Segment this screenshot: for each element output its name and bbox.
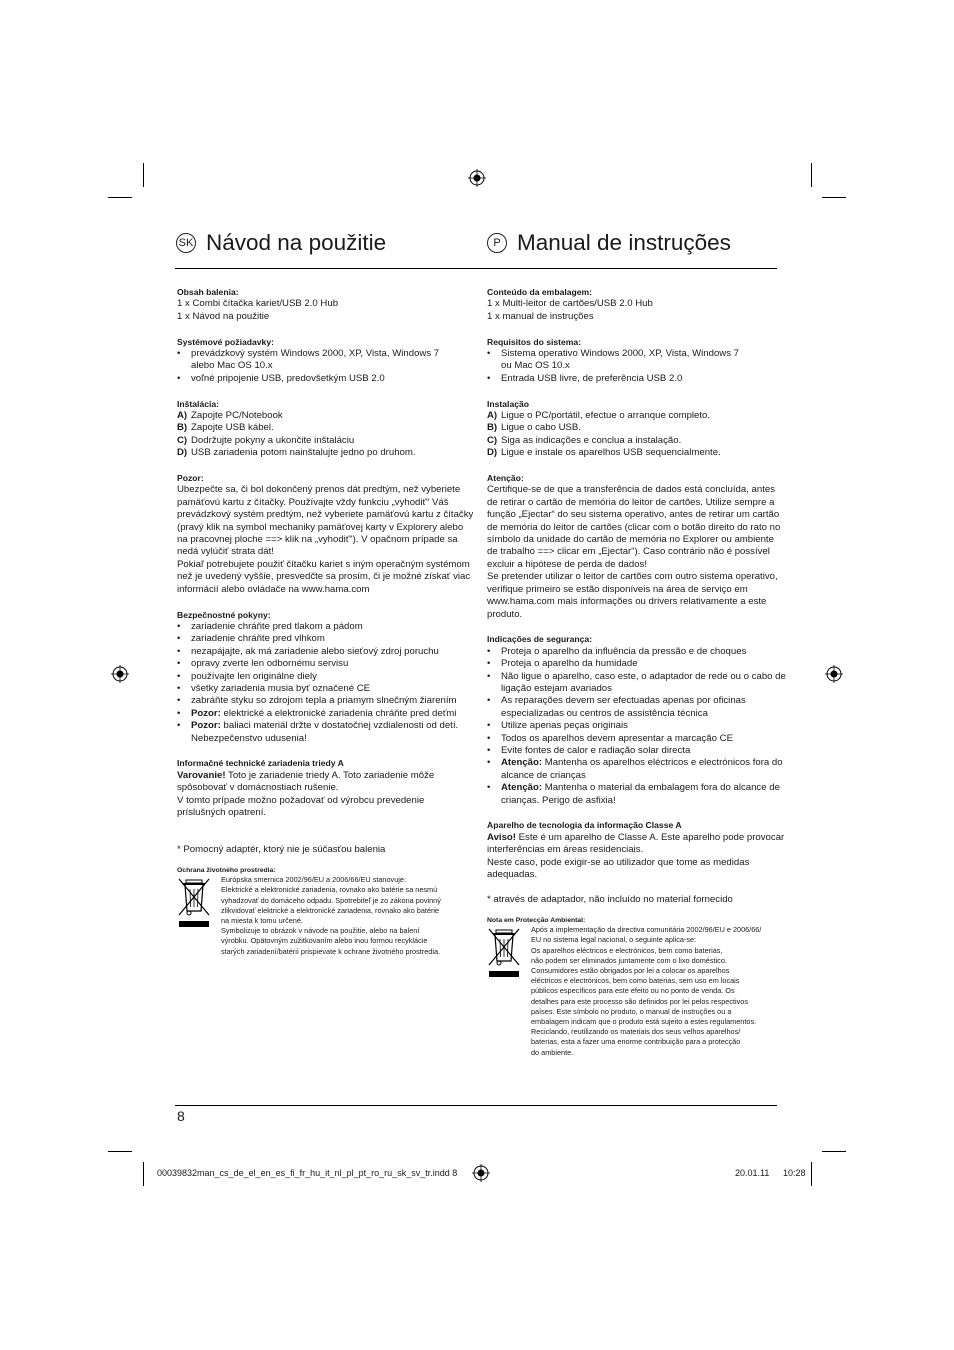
crop-mark — [822, 1151, 846, 1152]
paragraph-line: produto. — [487, 608, 523, 620]
bullet: • — [487, 372, 491, 384]
registration-mark-icon — [468, 169, 486, 187]
env-text-line: EU no sistema legal nacional, o seguinte aplica-se: — [531, 935, 697, 945]
step-letter: C) — [177, 434, 188, 446]
bullet: • — [487, 645, 491, 657]
list-item-text: Mantenha o material da embalagem fora do alcance de — [542, 782, 780, 794]
crop-mark — [108, 197, 132, 198]
list-item-text: Nebezpečenstvo udusenia! — [191, 732, 307, 744]
bullet: • — [177, 695, 181, 707]
step-text: Ligue o PC/portátil, efectue o arranque completo. — [501, 410, 711, 422]
section-heading: Conteúdo da embalagem: — [487, 287, 593, 297]
page-number: 8 — [177, 1108, 185, 1124]
list-item-text: crianças. Perigo de asfixia! — [501, 794, 616, 806]
paragraph-line: símbolo da unidade do cartão de memória no Explorer ou ambiente — [487, 534, 774, 546]
bullet: • — [487, 782, 491, 794]
env-text-line: embalagem indicam que o produto está sujeito a estes regulamentos. — [531, 1017, 757, 1027]
list-item-text: nezapájajte, ak má zariadenie alebo sieťový zdroj poruchu — [191, 645, 439, 657]
env-text-line: eléctricos e electrónicos, bem como baterias, sem uso em locais — [531, 976, 740, 986]
list-item — [487, 695, 779, 720]
link-text: informácií alebo ovládače na www.hama.com — [177, 583, 370, 595]
list-item-text: opravy zverte len odbornému servisu — [191, 658, 349, 670]
crop-mark — [143, 163, 144, 187]
section-heading: Requisitos do sistema: — [487, 336, 582, 347]
paragraph-line: excluir a hipótese de perda de dados! — [487, 558, 648, 570]
list-item-text: alebo Mac OS 10.x — [191, 360, 273, 372]
bullet: • — [487, 757, 491, 769]
bullet: • — [177, 707, 181, 719]
section-heading: Indicações de segurança: — [487, 634, 593, 645]
package-item: 1 x manual de instruções — [487, 310, 594, 322]
paragraph-line: interferências em áreas residenciais. — [487, 844, 644, 856]
section-heading: Bezpečnostné pokyny: — [177, 609, 271, 620]
list-item-text: Proteja o aparelho da humidade — [501, 658, 638, 670]
env-section — [487, 925, 779, 1058]
install-step — [487, 435, 779, 447]
bullet: • — [177, 682, 181, 694]
language-badge-pt: P — [487, 233, 507, 253]
list-item — [487, 373, 779, 385]
paragraph-line: de trabalho ==> clicar em „Ejectar“). Caso contrário não é possível — [487, 546, 770, 558]
step-text: Ligue o cabo USB. — [501, 422, 582, 434]
language-badge-sk: SK — [176, 233, 196, 253]
crop-mark — [811, 163, 812, 187]
list-item-text: Proteja o aparelho da influência da pressão e de choques — [501, 645, 747, 657]
list-item-text: especializadas ou centros de assistência técnica — [501, 707, 708, 719]
env-text-line: detalhes para este processo são definidos por lei pelos respectivos — [531, 996, 749, 1006]
list-item-text: Mantenha os aparelhos eléctricos e electrónicos fora do — [542, 757, 783, 769]
env-text-line: na miesta k tomu určené. — [221, 916, 303, 925]
crop-mark — [811, 1162, 812, 1186]
paragraph-line: V tomto prípade možno požadovať od výrobcu prevedenie — [177, 794, 425, 806]
paragraph-line: príslušných opatrení. — [177, 806, 267, 818]
list-item — [177, 646, 469, 658]
list-item — [177, 683, 469, 695]
list-item-text: voľné pripojenie USB, predovšetkým USB 2.0 — [191, 372, 385, 384]
install-step — [177, 435, 469, 447]
list-item-text: používajte len originálne diely — [191, 670, 317, 682]
list-item-text: Sistema operativo Windows 2000, XP, Vista, Windows 7 — [501, 348, 740, 360]
safety-section — [487, 633, 786, 807]
paragraph-line: verifique primeiro se estão disponíveis na área de serviço em — [487, 583, 748, 595]
step-text: Zapojte USB kábel. — [191, 422, 274, 434]
warning-label: Varovanie! — [177, 769, 226, 781]
paragraph-line: Toto je zariadenie triedy A. Toto zariadenie môže — [225, 769, 435, 781]
bullet: • — [487, 658, 491, 670]
paragraph-line: de memória do leitor de cartões (clicar com o botão direito do rato no — [487, 521, 781, 533]
list-item-text: As reparações devem ser efectuadas apenas por oficinas — [501, 695, 746, 707]
title-pt — [487, 229, 731, 257]
step-letter: A) — [487, 410, 498, 422]
bullet: • — [177, 633, 181, 645]
list-item-text: prevádzkový systém Windows 2000, XP, Vista, Windows 7 — [191, 348, 440, 360]
list-item-text: Entrada USB livre, de preferência USB 2.0 — [501, 372, 683, 384]
env-text-line: Elektrické a elektronické zariadenia, rovnako ako batérie sa nesmú — [221, 885, 438, 895]
page-title-pt: Manual de instruções — [517, 230, 731, 255]
step-text: Zapojte PC/Notebook — [191, 410, 283, 422]
list-item — [177, 671, 469, 683]
slug-filename: 00039832man_cs_de_el_en_es_fi_fr_hu_it_nl_pl_pt_ro_ru_sk_sv_tr.indd 8 — [157, 1168, 458, 1178]
install-step — [487, 422, 779, 434]
list-item — [487, 745, 779, 757]
caution-section — [487, 472, 779, 621]
paragraph-line: nedá vylúčiť strata dát! — [177, 546, 274, 558]
list-item-text: ligação estejam avariados — [501, 682, 612, 694]
bullet: • — [487, 695, 491, 707]
bullet: • — [487, 670, 491, 682]
list-item — [177, 373, 469, 385]
bullet: • — [177, 620, 181, 632]
crop-mark — [143, 1162, 144, 1186]
link-text: www.hama.com mais informações ou drivers relativamente a este — [487, 596, 767, 608]
package-item: 1 x Návod na použitie — [177, 310, 270, 322]
list-item-text: ou Mac OS 10.x — [501, 360, 570, 372]
bullet: • — [487, 732, 491, 744]
list-item-text: baliaci materiál držte v dostatočnej vzdialenosti od detí. — [220, 720, 459, 732]
column-sk — [177, 286, 474, 957]
page-title-sk: Návod na použitie — [206, 230, 387, 255]
paragraph-line: de retirar o cartão de memória do leitor de cartões. Utilize sempre a — [487, 496, 775, 508]
list-item — [177, 348, 469, 373]
weee-bin-icon — [487, 925, 531, 1058]
env-text-line: Symbolizuje to obrázok v návode na použitie, alebo na balení — [221, 926, 420, 936]
registration-mark-icon — [111, 665, 129, 683]
list-item — [487, 720, 779, 732]
paragraph-line: než je uvedený vyššie, presvedčte sa prosím, či je možné získať viac — [177, 571, 471, 583]
classa-section — [177, 757, 469, 819]
env-text-line: Reciclando, reutilizando os materiais dos seus velhos aparelhos/ — [531, 1027, 741, 1037]
step-letter: C) — [487, 434, 498, 446]
package-section — [177, 286, 469, 323]
registration-mark-icon — [472, 1164, 490, 1182]
env-text-line: não podem ser eliminados juntamente com o lixo doméstico. — [531, 955, 727, 965]
bullet: • — [177, 372, 181, 384]
env-text-line: Európska smernica 2002/96/EU a 2006/66/EU stanovuje: — [221, 875, 406, 885]
paragraph-line: Este é um aparelho de Classe A. Este aparelho pode provocar — [515, 831, 785, 843]
bullet: • — [177, 645, 181, 657]
env-text-line: výrobku. Opätovným zužitkovaním alebo inou formou recyklácie — [221, 936, 428, 946]
list-item — [487, 757, 783, 782]
list-item — [177, 720, 469, 745]
paragraph-line: na pracovnej ploche ==> klik na „vyhodiť“). V opačnom prípade sa — [177, 534, 458, 546]
paragraph-line: Ubezpečte sa, či bol dokončený prenos dát predtým, než vyberiete — [177, 484, 461, 496]
footnote: * Pomocný adaptér, ktorý nie je súčasťou balenia — [177, 843, 386, 855]
warning-label: Atenção: — [501, 782, 543, 794]
paragraph-line: Se pretender utilizar o leitor de cartões com outro sistema operativo, — [487, 571, 778, 583]
list-item-text: Não ligue o aparelho, caso este, o adaptador de rede ou o cabo de — [501, 670, 786, 682]
column-pt — [487, 286, 786, 1058]
env-text-line: países. Este símbolo no produto, o manual de instruções ou a — [531, 1006, 732, 1016]
env-heading: Ochrana životného prostredia: — [177, 867, 276, 875]
paragraph-line: Neste caso, pode exigir-se ao utilizador que tome as medidas — [487, 856, 750, 868]
install-step — [177, 422, 469, 434]
env-heading: Nota em Protecção Ambiental: — [487, 917, 586, 925]
bullet: • — [177, 720, 181, 732]
warning-label: Aviso! — [487, 831, 516, 843]
list-item-text: Utilize apenas peças originais — [501, 720, 628, 732]
install-step — [487, 447, 779, 459]
step-text: Siga as indicações e conclua a instalação. — [501, 434, 682, 446]
env-section — [177, 875, 469, 957]
weee-bin-icon — [177, 875, 221, 957]
env-text-line: vyhadzovať do domáceho odpadu. Spotrebiteľ je zo zákona povinný — [221, 895, 441, 905]
paragraph-line: Certifique-se de que a transferência de dados está concluída, antes — [487, 484, 775, 496]
list-item — [177, 658, 469, 670]
section-heading: Atenção: — [487, 473, 524, 484]
section-heading: Pozor: — [177, 473, 204, 484]
paragraph-line: adequadas. — [487, 869, 538, 881]
env-text-line: baterias, esta a fazer uma enorme contribuição para a protecção — [531, 1037, 741, 1047]
caution-section — [177, 472, 474, 596]
warning-label: Pozor: — [191, 720, 221, 732]
env-text-line: zlikvidovať elektrické a elektronické zariadenia, rovnako ako batérie — [221, 905, 440, 915]
section-heading: Obsah balenia: — [177, 287, 239, 297]
bullet: • — [177, 670, 181, 682]
bullet: • — [487, 720, 491, 732]
list-item-text: alcance de crianças — [501, 769, 586, 781]
list-item — [487, 646, 779, 658]
classa-section — [487, 819, 785, 881]
install-step — [177, 447, 469, 459]
list-item — [177, 708, 469, 720]
system-section — [177, 336, 469, 386]
bullet: • — [487, 348, 491, 360]
warning-label: Atenção: — [501, 757, 543, 769]
list-item — [177, 621, 469, 633]
list-item-text: zariadenie chráňte pred tlakom a pádom — [191, 620, 363, 632]
install-step — [487, 410, 779, 422]
step-letter: A) — [177, 410, 188, 422]
title-rule — [175, 268, 777, 269]
install-step — [177, 410, 469, 422]
slug-time: 10:28 — [783, 1168, 806, 1178]
list-item-text: Evite fontes de calor e radiação solar directa — [501, 744, 691, 756]
list-item — [487, 733, 779, 745]
package-item: 1 x Combi čítačka kariet/USB 2.0 Hub — [177, 298, 339, 310]
env-text-line: do ambiente. — [531, 1047, 574, 1057]
step-text: Dodržujte pokyny a ukončite inštaláciu — [191, 434, 355, 446]
step-text: USB zariadenia potom nainštalujte jedno po druhom. — [191, 447, 416, 459]
footnote: * através de adaptador, não incluído no material fornecido — [487, 893, 733, 905]
env-text-line: públicos específicos para este efeito ou no ponto de venda. Os — [531, 986, 735, 996]
paragraph-line: Pokiaľ potrebujete použiť čítačku kariet s iným operačným systémom — [177, 558, 470, 570]
list-item — [487, 670, 786, 696]
bullet: • — [487, 744, 491, 756]
system-section — [487, 336, 779, 386]
list-item — [177, 695, 469, 707]
section-heading: Informačné technické zariadenia triedy A — [177, 758, 344, 769]
install-section — [177, 398, 469, 460]
list-item — [487, 658, 779, 670]
list-item — [177, 633, 469, 645]
section-heading: Aparelho de tecnologia da informação Classe A — [487, 820, 682, 831]
env-text-line: Os aparelhos eléctricos e electrónicos, bem como baterias, — [531, 945, 723, 955]
section-heading: Systémové požiadavky: — [177, 336, 274, 347]
paragraph-line: (pravý klik na symbol mechaniky pamäťovej karty v Explorery alebo — [177, 521, 464, 533]
slug-date: 20.01.11 — [735, 1168, 770, 1178]
list-item — [487, 348, 779, 373]
footer-rule — [175, 1105, 777, 1106]
env-text-line: Consumidores estão obrigados por lei a colocar os aparelhos — [531, 966, 730, 976]
safety-section — [177, 609, 469, 745]
step-letter: B) — [487, 422, 498, 434]
install-section — [487, 398, 779, 460]
step-letter: D) — [177, 447, 188, 459]
step-letter: B) — [177, 422, 188, 434]
step-text: Ligue e instale os aparelhos USB sequencialmente. — [501, 447, 721, 459]
warning-label: Pozor: — [191, 707, 221, 719]
list-item-text: zabráňte styku so zdrojom tepla a priamym slnečným žiarením — [191, 695, 457, 707]
list-item — [487, 782, 779, 807]
list-item-text: Todos os aparelhos devem apresentar a marcação CE — [501, 732, 733, 744]
section-heading: Inštalácia: — [177, 398, 220, 409]
bullet: • — [177, 658, 181, 670]
paragraph-line: prevádzkový systém predtým, než vyberiete pamäťovú kartu z čítačky — [177, 509, 474, 521]
section-heading: Instalação — [487, 398, 530, 409]
crop-mark — [822, 197, 846, 198]
env-text-line: starých zariadení/batérií prispievate k ochrane životného prostredia. — [221, 946, 441, 956]
paragraph-line: pamäťovú kartu z čítačky. Používajte vždy funkciu „vyhodiť“ Váš — [177, 496, 449, 508]
crop-mark — [108, 1151, 132, 1152]
paragraph-line: função „Ejectar“ do seu sistema operativo, antes de retirar um cartão — [487, 509, 780, 521]
package-item: 1 x Multi-leitor de cartões/USB 2.0 Hub — [487, 298, 653, 310]
step-letter: D) — [487, 447, 498, 459]
list-item-text: všetky zariadenia musia byť označené CE — [191, 682, 371, 694]
env-text-line: Após a implementação da directiva comunitária 2002/96/EU e 2006/66/ — [531, 925, 762, 935]
bullet: • — [177, 348, 181, 360]
paragraph-line: spôsobovať v domácnostiach rušenie. — [177, 782, 339, 794]
package-section — [487, 286, 779, 323]
list-item-text: zariadenie chráňte pred vlhkom — [191, 633, 325, 645]
registration-mark-icon — [825, 665, 843, 683]
list-item-text: elektrické a elektronické zariadenia chráňte pred deťmi — [220, 707, 457, 719]
title-sk — [176, 229, 386, 257]
